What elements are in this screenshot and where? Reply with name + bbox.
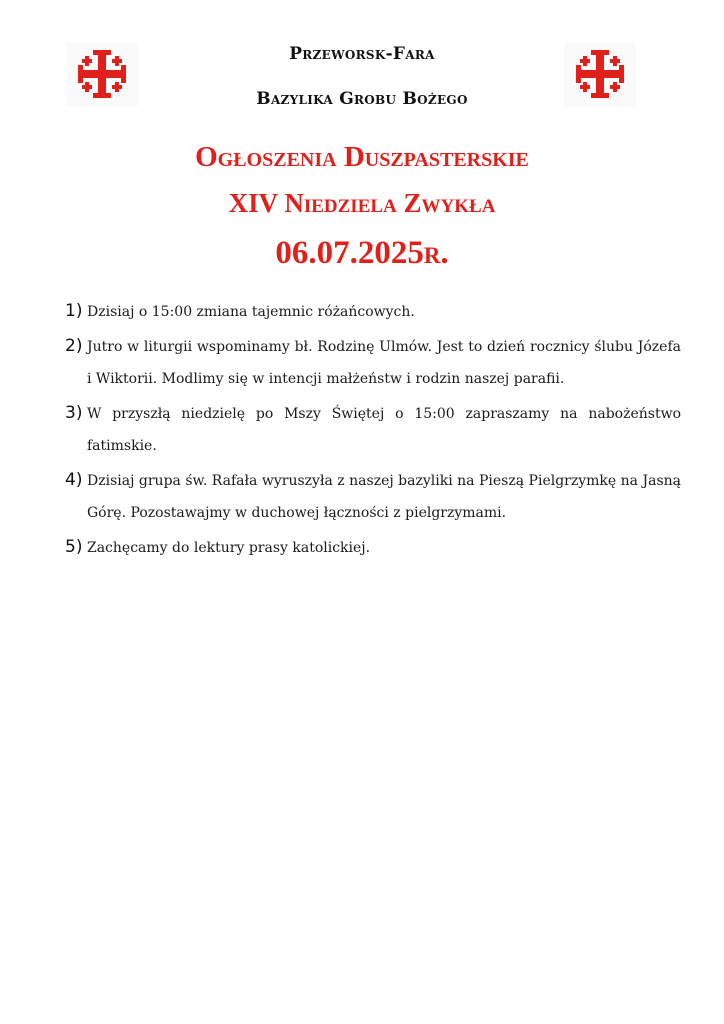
announcement-item (65, 296, 681, 328)
item-text: Jutro w liturgii wspominamy bł. Rodzinę Ulmów. Jest to dzień rocznicy ślubu Józefa i Wiktorii. Modlimy się w intencji małżeństw i rodzin naszej parafii. (87, 339, 681, 387)
item-text: Zachęcamy do lektury prasy katolickiej. (87, 540, 371, 556)
item-text: Dzisiaj o 15:00 zmiana tajemnic różańcowych. (87, 304, 415, 320)
item-number: 1) (65, 301, 83, 321)
item-number: 2) (65, 336, 83, 356)
announcement-list (65, 296, 681, 567)
announcement-item (65, 331, 681, 395)
item-text: Dzisiaj grupa św. Rafała wyruszyła z naszej bazyliki na Pieszą Pielgrzymkę na Jasną Górę. Pozostawajmy w duchowej łączności z pielgrzymami. (87, 473, 681, 521)
document-title: Ogłoszenia Duszpasterskie (195, 141, 529, 173)
item-number: 3) (65, 403, 83, 423)
date-heading: 06.07.2025r. (275, 235, 449, 271)
liturgical-day: XIV Niedziela Zwykła (228, 188, 496, 218)
item-number: 5) (65, 537, 83, 557)
parish-name: Przeworsk-Fara (289, 44, 435, 64)
basilica-name: Bazylika Grobu Bożego (256, 89, 468, 109)
item-number: 4) (65, 470, 83, 490)
item-text: W przyszłą niedzielę po Mszy Świętej o 15:00 zapraszamy na nabożeństwo fatimskie. (87, 406, 681, 454)
announcement-item (65, 465, 681, 529)
announcement-item (65, 532, 681, 564)
announcement-item (65, 398, 681, 462)
